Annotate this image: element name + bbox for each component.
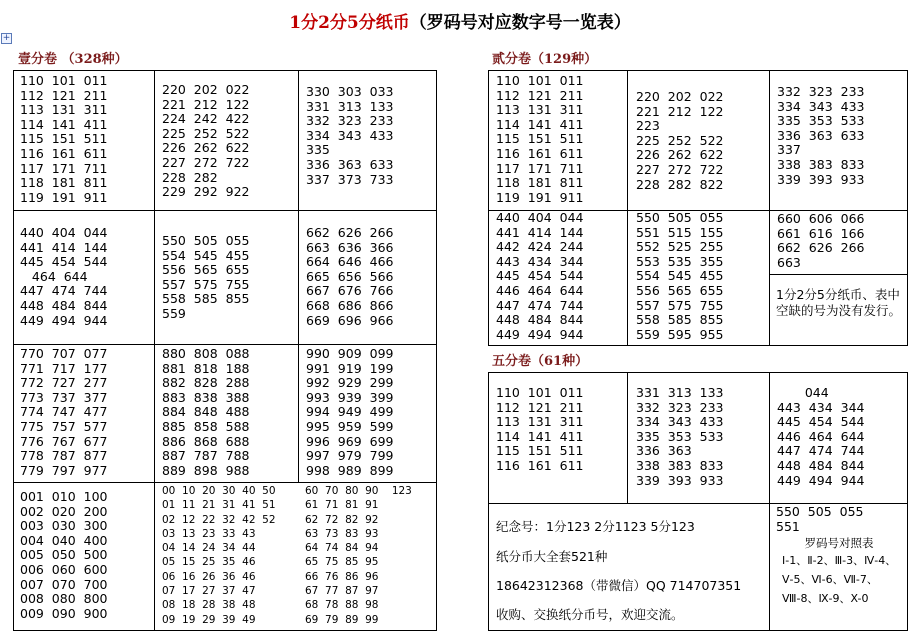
two-fen-divider	[769, 70, 770, 346]
title-main: 1分2分5分纸币	[289, 13, 410, 33]
roman-table-map: Ⅰ-1、Ⅱ-2、Ⅲ-3、Ⅳ-4、Ⅴ-5、Ⅵ-6、Ⅶ-7、Ⅷ-8、Ⅸ-9、X-0	[782, 554, 897, 605]
five-fen-divider	[769, 372, 770, 631]
one-fen-r1c3: 330 303 033 331 313 133 332 323 233 334 343 433 335 336 363 633 337 373 733	[306, 84, 394, 187]
five-fen-c2: 331 313 133 332 323 233 334 343 433 335 353 533 336 363 338 383 833 339 393 933	[636, 385, 724, 488]
section-one-fen-title: 壹分卷 （328种）	[18, 52, 128, 67]
one-fen-r4c2: 00 10 20 30 40 50 01 11 21 31 41 51 02 12 22 32 42 52 03 13 23 33 43 04 14 24 34 44 05 15 25 35 46 06 16 26 36 46 07 17 27 37 47 08 18 28 38 48 09 19 29 39 49	[162, 485, 276, 626]
one-fen-divider	[13, 344, 437, 345]
five-fen-c1: 110 101 011 112 121 211 113 131 311 114 141 411 115 151 511 116 161 611	[496, 385, 584, 473]
two-fen-r2c1: 440 404 044 441 414 144 442 424 244 443 434 344 445 454 544 446 464 644 447 474 744 448 484 844 449 494 944	[496, 210, 584, 342]
one-fen-r3c1: 770 707 077 771 717 177 772 727 277 773 737 377 774 747 477 775 757 577 776 767 677 778 787 877 779 797 977	[20, 346, 108, 478]
one-fen-r2c1: 440 404 044 441 414 144 445 454 544 464 644 447 474 744 448 484 844 449 494 944	[20, 225, 108, 328]
two-fen-r1c3: 332 323 233 334 343 433 335 353 533 336 363 633 337 338 383 833 339 393 933	[777, 84, 865, 187]
two-fen-r1c1: 110 101 011 112 121 211 113 131 311 114 141 411 115 151 511 116 161 611 117 171 711 118 181 811 119 191 911	[496, 73, 584, 205]
one-fen-r2c2: 550 505 055 554 545 455 556 565 655 557 575 755 558 585 855 559	[162, 233, 250, 321]
info-contact: 18642312368（带微信）QQ 714707351	[496, 578, 742, 593]
five-fen-c3: 044 443 434 344 445 454 544 446 464 644 447 474 744 448 484 844 449 494 944	[777, 385, 865, 488]
page-title	[0, 8, 920, 33]
two-fen-divider	[769, 274, 908, 275]
two-fen-note: 1分2分5分纸币、表中空缺的号为没有发行。	[776, 287, 902, 318]
two-fen-r2c2: 550 505 055 551 515 155 552 525 255 553 535 355 554 545 455 556 565 655 557 575 755 558 585 855 559 595 955	[636, 210, 724, 342]
one-fen-r2c3: 662 626 266 663 636 366 664 646 466 665 656 566 667 676 766 668 686 866 669 696 966	[306, 225, 394, 328]
info-exchange: 收购、交换纸分币号，欢迎交流。	[496, 607, 684, 622]
section-two-fen-title: 贰分卷（129种）	[492, 52, 598, 67]
five-fen-extra: 550 505 055 551	[776, 504, 864, 534]
table-move-handle-icon[interactable]: +	[2, 33, 11, 43]
one-fen-divider	[13, 482, 437, 483]
info-full-set: 纸分币大全套521种	[496, 549, 608, 564]
one-fen-r1c2: 220 202 022 221 212 122 224 242 422 225 252 522 226 262 622 227 272 722 228 282 229 292 922	[162, 82, 250, 200]
one-fen-divider	[13, 210, 437, 211]
one-fen-r3c2: 880 808 088 881 818 188 882 828 288 883 838 388 884 848 488 885 858 588 886 868 688 887 787 788 889 898 988	[162, 346, 250, 478]
one-fen-divider	[298, 70, 299, 482]
info-commemorative: 纪念号：1分123 2分1123 5分123	[496, 519, 695, 534]
one-fen-divider	[154, 70, 155, 631]
two-fen-r2c3: 660 606 066 661 616 166 662 626 266 663	[777, 211, 865, 270]
two-fen-r1c2: 220 202 022 221 212 122 223 225 252 522 226 262 622 227 272 722 228 282 822	[636, 89, 724, 192]
roman-table-title: 罗码号对照表	[804, 536, 874, 550]
section-five-fen-title: 五分卷（61种）	[492, 354, 589, 369]
title-sub: （罗码号对应数字号一览表）	[409, 13, 631, 33]
one-fen-r1c1: 110 101 011 112 121 211 113 131 311 114 141 411 115 151 511 116 161 611 117 171 711 118 181 811 119 191 911	[20, 73, 108, 205]
two-fen-divider	[627, 70, 628, 346]
one-fen-r3c3: 990 909 099 991 919 199 992 929 299 993 939 399 994 949 499 995 959 599 996 969 699 997 979 799 998 989 899	[306, 346, 394, 478]
one-fen-r4c3: 60 70 80 90 123 61 71 81 91 62 72 82 92 63 73 83 93 64 74 84 94 65 75 85 95 66 76 86 96 67 77 87 97 68 78 88 98 69 79 89 99	[305, 485, 412, 626]
five-fen-divider	[627, 372, 628, 503]
one-fen-r4c1: 001 010 100 002 020 200 003 030 300 004 040 400 005 050 500 006 060 600 007 070 700 008 080 800 009 090 900	[20, 489, 108, 621]
